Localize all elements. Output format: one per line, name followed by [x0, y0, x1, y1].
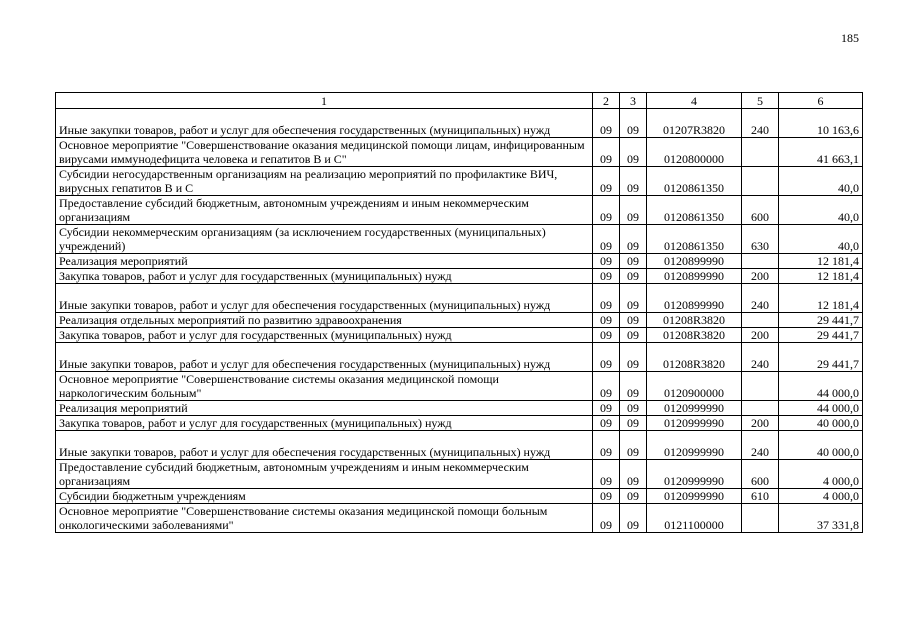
row-expense-type [742, 401, 779, 416]
row-target-article: 0120999990 [647, 489, 742, 504]
row-target-article: 0120861350 [647, 225, 742, 254]
row-section: 09 [593, 460, 620, 489]
header-subsection: 3 [620, 93, 647, 109]
row-section: 09 [593, 343, 620, 372]
row-name: Субсидии некоммерческим организациям (за исключением государственных (муниципальных) учреждений) [56, 225, 593, 254]
table-row [56, 431, 863, 460]
row-amount: 29 441,7 [779, 328, 863, 343]
row-name: Субсидии негосударственным организациям на реализацию мероприятий по профилактике ВИЧ, вирусных гепатитов В и С [56, 167, 593, 196]
row-amount: 40 000,0 [779, 431, 863, 460]
table-row [56, 416, 863, 431]
row-name: Предоставление субсидий бюджетным, автономным учреждениям и иным некоммерческим организациям [56, 460, 593, 489]
row-name: Реализация мероприятий [56, 254, 593, 269]
row-expense-type [742, 313, 779, 328]
row-subsection: 09 [620, 254, 647, 269]
row-section: 09 [593, 284, 620, 313]
row-subsection: 09 [620, 401, 647, 416]
table-row [56, 401, 863, 416]
row-expense-type [742, 167, 779, 196]
table-row [56, 225, 863, 254]
row-target-article: 0120899990 [647, 269, 742, 284]
row-subsection: 09 [620, 416, 647, 431]
row-name: Иные закупки товаров, работ и услуг для обеспечения государственных (муниципальных) нужд [56, 109, 593, 138]
row-name: Иные закупки товаров, работ и услуг для обеспечения государственных (муниципальных) нужд [56, 431, 593, 460]
row-section: 09 [593, 489, 620, 504]
row-section: 09 [593, 225, 620, 254]
row-subsection: 09 [620, 167, 647, 196]
row-target-article: 01208R3820 [647, 313, 742, 328]
row-amount: 41 663,1 [779, 138, 863, 167]
row-amount: 10 163,6 [779, 109, 863, 138]
table-row [56, 167, 863, 196]
row-target-article: 0120999990 [647, 460, 742, 489]
row-target-article: 0120800000 [647, 138, 742, 167]
row-section: 09 [593, 313, 620, 328]
table-row [56, 109, 863, 138]
row-target-article: 0120861350 [647, 167, 742, 196]
header-target-article: 4 [647, 93, 742, 109]
row-expense-type: 200 [742, 269, 779, 284]
row-name: Реализация отдельных мероприятий по развитию здравоохранения [56, 313, 593, 328]
row-subsection: 09 [620, 343, 647, 372]
header-row [56, 93, 863, 109]
page-number: 185 [841, 31, 859, 45]
row-amount: 12 181,4 [779, 284, 863, 313]
row-amount: 40,0 [779, 196, 863, 225]
row-section: 09 [593, 196, 620, 225]
row-amount: 40 000,0 [779, 416, 863, 431]
row-name: Основное мероприятие "Совершенствование оказания медицинской помощи лицам, инфицированным вирусами иммунодефицита человека и гепатитов В и С" [56, 138, 593, 167]
row-name: Закупка товаров, работ и услуг для государственных (муниципальных) нужд [56, 269, 593, 284]
table-body [56, 109, 863, 533]
row-name: Закупка товаров, работ и услуг для государственных (муниципальных) нужд [56, 416, 593, 431]
row-amount: 40,0 [779, 167, 863, 196]
row-subsection: 09 [620, 504, 647, 533]
header-amount: 6 [779, 93, 863, 109]
row-expense-type [742, 254, 779, 269]
row-expense-type: 200 [742, 416, 779, 431]
row-amount: 4 000,0 [779, 460, 863, 489]
row-name: Закупка товаров, работ и услуг для государственных (муниципальных) нужд [56, 328, 593, 343]
row-expense-type: 200 [742, 328, 779, 343]
row-section: 09 [593, 269, 620, 284]
row-name: Предоставление субсидий бюджетным, автономным учреждениям и иным некоммерческим организациям [56, 196, 593, 225]
table-row [56, 460, 863, 489]
row-target-article: 0120899990 [647, 254, 742, 269]
row-name: Основное мероприятие "Совершенствование системы оказания медицинской помощи наркологическим больным" [56, 372, 593, 401]
table-row [56, 343, 863, 372]
row-amount: 40,0 [779, 225, 863, 254]
row-target-article: 01207R3820 [647, 109, 742, 138]
row-name: Иные закупки товаров, работ и услуг для обеспечения государственных (муниципальных) нужд [56, 343, 593, 372]
row-subsection: 09 [620, 269, 647, 284]
row-section: 09 [593, 109, 620, 138]
row-name: Субсидии бюджетным учреждениям [56, 489, 593, 504]
budget-table [55, 92, 863, 533]
row-name: Реализация мероприятий [56, 401, 593, 416]
row-expense-type: 240 [742, 284, 779, 313]
row-amount: 37 331,8 [779, 504, 863, 533]
row-expense-type [742, 138, 779, 167]
row-section: 09 [593, 138, 620, 167]
row-target-article: 01208R3820 [647, 328, 742, 343]
row-target-article: 01208R3820 [647, 343, 742, 372]
row-target-article: 0120861350 [647, 196, 742, 225]
row-expense-type: 600 [742, 460, 779, 489]
row-amount: 29 441,7 [779, 343, 863, 372]
table-row [56, 372, 863, 401]
row-subsection: 09 [620, 489, 647, 504]
table-row [56, 138, 863, 167]
header-name: 1 [56, 93, 593, 109]
row-section: 09 [593, 254, 620, 269]
row-target-article: 0120899990 [647, 284, 742, 313]
row-expense-type: 630 [742, 225, 779, 254]
table-row [56, 504, 863, 533]
row-target-article: 0121100000 [647, 504, 742, 533]
row-section: 09 [593, 416, 620, 431]
table-row [56, 254, 863, 269]
row-section: 09 [593, 328, 620, 343]
row-expense-type: 610 [742, 489, 779, 504]
row-amount: 29 441,7 [779, 313, 863, 328]
row-amount: 12 181,4 [779, 254, 863, 269]
row-section: 09 [593, 504, 620, 533]
row-expense-type: 600 [742, 196, 779, 225]
row-expense-type [742, 372, 779, 401]
table-row [56, 489, 863, 504]
row-target-article: 0120900000 [647, 372, 742, 401]
row-subsection: 09 [620, 196, 647, 225]
row-target-article: 0120999990 [647, 401, 742, 416]
row-subsection: 09 [620, 138, 647, 167]
row-amount: 44 000,0 [779, 372, 863, 401]
table-row [56, 269, 863, 284]
row-subsection: 09 [620, 284, 647, 313]
row-section: 09 [593, 167, 620, 196]
row-expense-type: 240 [742, 431, 779, 460]
table-row [56, 196, 863, 225]
row-subsection: 09 [620, 225, 647, 254]
row-target-article: 0120999990 [647, 431, 742, 460]
header-section: 2 [593, 93, 620, 109]
row-name: Основное мероприятие "Совершенствование системы оказания медицинской помощи больным онкологическими заболеваниями" [56, 504, 593, 533]
table-row [56, 328, 863, 343]
table-row [56, 313, 863, 328]
header-expense-type: 5 [742, 93, 779, 109]
row-expense-type [742, 504, 779, 533]
table-row [56, 284, 863, 313]
row-subsection: 09 [620, 431, 647, 460]
row-amount: 4 000,0 [779, 489, 863, 504]
row-section: 09 [593, 431, 620, 460]
row-subsection: 09 [620, 372, 647, 401]
row-subsection: 09 [620, 313, 647, 328]
row-expense-type: 240 [742, 343, 779, 372]
row-section: 09 [593, 372, 620, 401]
row-subsection: 09 [620, 460, 647, 489]
row-amount: 12 181,4 [779, 269, 863, 284]
row-expense-type: 240 [742, 109, 779, 138]
row-section: 09 [593, 401, 620, 416]
row-amount: 44 000,0 [779, 401, 863, 416]
row-subsection: 09 [620, 328, 647, 343]
row-target-article: 0120999990 [647, 416, 742, 431]
row-subsection: 09 [620, 109, 647, 138]
row-name: Иные закупки товаров, работ и услуг для обеспечения государственных (муниципальных) нужд [56, 284, 593, 313]
